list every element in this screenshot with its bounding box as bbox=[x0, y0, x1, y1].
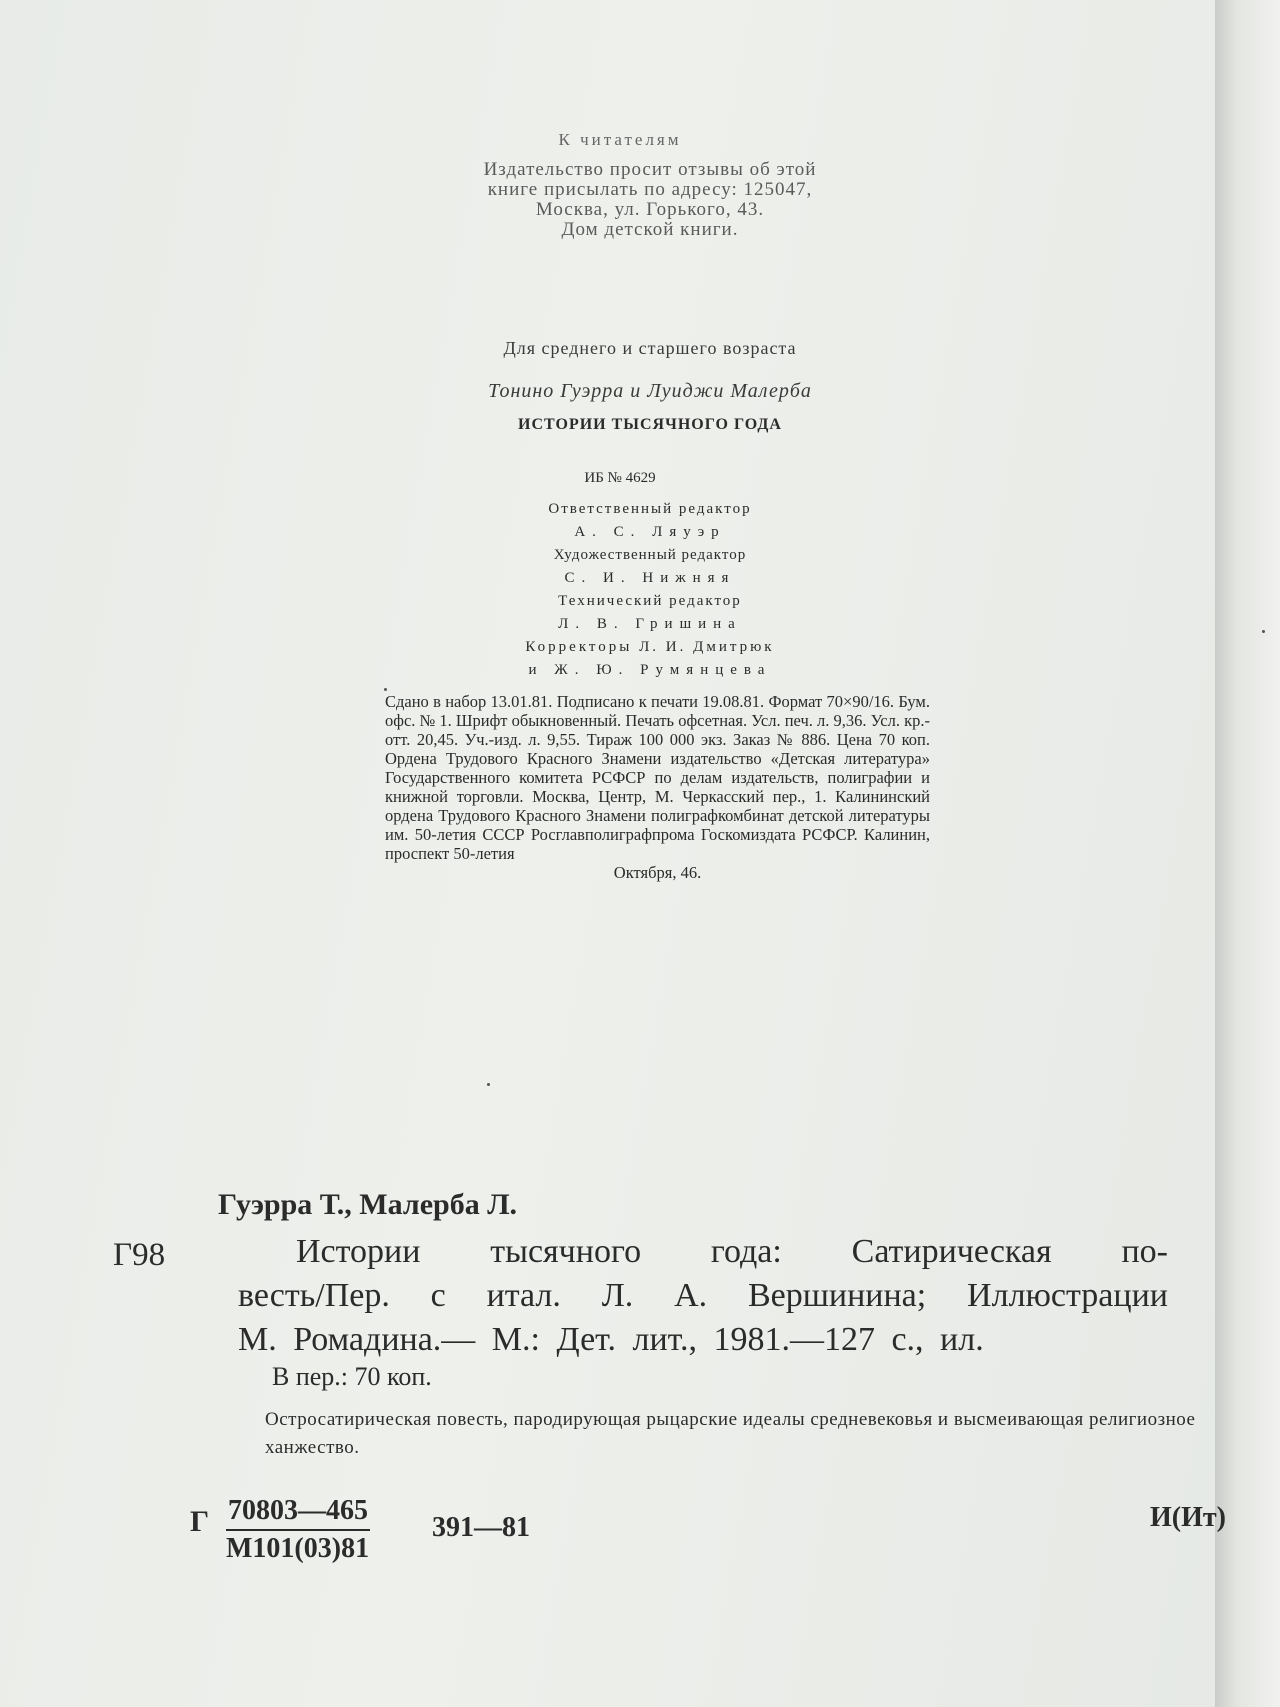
index-denominator: М101(03)81 bbox=[226, 1533, 370, 1564]
index-letter: Г bbox=[190, 1505, 210, 1538]
credit-person: А. С. Ляуэр bbox=[574, 524, 726, 540]
print-speck bbox=[487, 1083, 490, 1086]
catalog-desc-line bbox=[238, 1318, 1168, 1362]
readers-address-block bbox=[400, 160, 900, 240]
catalog-desc-line bbox=[238, 1274, 1168, 1318]
credit-person: Л. В. Гришина bbox=[558, 616, 742, 632]
catalog-annotation: Остросатирическая повесть, пародирующая рыцарские идеалы средневековья и высмеивающая религиозное ханжество. bbox=[265, 1409, 1196, 1458]
index-code: 391—81 bbox=[432, 1512, 530, 1543]
print-speck bbox=[384, 688, 387, 691]
print-speck bbox=[1262, 630, 1265, 633]
age-group: Для среднего и старшего возраста bbox=[503, 338, 797, 358]
readers-line: Дом детской книги. bbox=[561, 219, 739, 240]
desc-text: М. Ромадина.— М.: Дет. лит., 1981.—127 с., ил. bbox=[238, 1321, 984, 1358]
catalog-price: В пер.: 70 коп. bbox=[272, 1362, 432, 1391]
word: А. bbox=[674, 1277, 708, 1314]
ib-number: ИБ № 4629 bbox=[584, 470, 656, 486]
index-numerator: 70803—465 bbox=[226, 1495, 370, 1531]
imprint-last-line: Октября, 46. bbox=[613, 863, 702, 882]
word: по- bbox=[1121, 1233, 1168, 1270]
readers-line: Издательство просит отзывы об этой bbox=[483, 159, 817, 180]
language-mark: И(Ит) bbox=[1150, 1502, 1226, 1533]
credit-role: Технический редактор bbox=[558, 593, 742, 609]
imprint-block bbox=[385, 692, 930, 882]
word: Л. bbox=[601, 1277, 634, 1314]
authors-italic: Тонино Гуэрра и Луиджи Малерба bbox=[488, 380, 812, 402]
word: Сатирическая bbox=[851, 1233, 1052, 1270]
readers-heading: К читателям bbox=[558, 130, 682, 149]
imprint-body: Сдано в набор 13.01.81. Подписано к печати 19.08.81. Формат 70×90/16. Бум. офс. № 1. Шрифт обыкновенный. Печать офсетная. Усл. печ. л. 9,36. Усл. кр.-отт. 20,45. Уч.-изд. л. 9,55. Тираж 100 000 экз. Заказ № 886. Цена 70 коп. Ордена Трудового Красного Знамени издательство «Детская литература» Государственного комитета РСФСР по делам издательств, полиграфии и книжной торговли. Москва, Центр, М. Черкасский пер., 1. Калининский ордена Трудового Красного Знамени полиграфкомбинат детской литературы им. 50-летия СССР Росглавполиграфпрома Госкомиздата РСФСР. Калинин, проспект 50-летия bbox=[385, 692, 930, 863]
catalog-description bbox=[238, 1230, 1168, 1362]
word: Истории bbox=[296, 1233, 421, 1270]
index-fraction bbox=[226, 1495, 370, 1565]
catalog-author: Гуэрра Т., Малерба Л. bbox=[218, 1188, 518, 1221]
word: года: bbox=[710, 1233, 782, 1270]
catalog-desc-line bbox=[238, 1230, 1168, 1274]
word: Иллюстрации bbox=[967, 1277, 1168, 1314]
book-title: ИСТОРИИ ТЫСЯЧНОГО ГОДА bbox=[518, 416, 782, 433]
credit-person: С. И. Нижняя bbox=[564, 570, 736, 586]
credit-role: Художественный редактор bbox=[553, 547, 747, 563]
word: с bbox=[430, 1277, 446, 1314]
word: итал. bbox=[486, 1277, 561, 1314]
credit-role: Корректоры Л. И. Дмитрюк bbox=[525, 639, 775, 655]
word: Вершинина; bbox=[747, 1277, 927, 1314]
catalog-code: Г98 bbox=[113, 1237, 166, 1273]
credits-block bbox=[430, 498, 870, 682]
word: весть/Пер. bbox=[238, 1277, 390, 1314]
credit-role: Ответственный редактор bbox=[548, 501, 752, 517]
credit-person: и Ж. Ю. Румянцева bbox=[528, 662, 772, 678]
word: тысячного bbox=[490, 1233, 642, 1270]
readers-line: книге присылать по адресу: 125047, bbox=[487, 179, 813, 200]
readers-line: Москва, ул. Горького, 43. bbox=[535, 199, 765, 220]
